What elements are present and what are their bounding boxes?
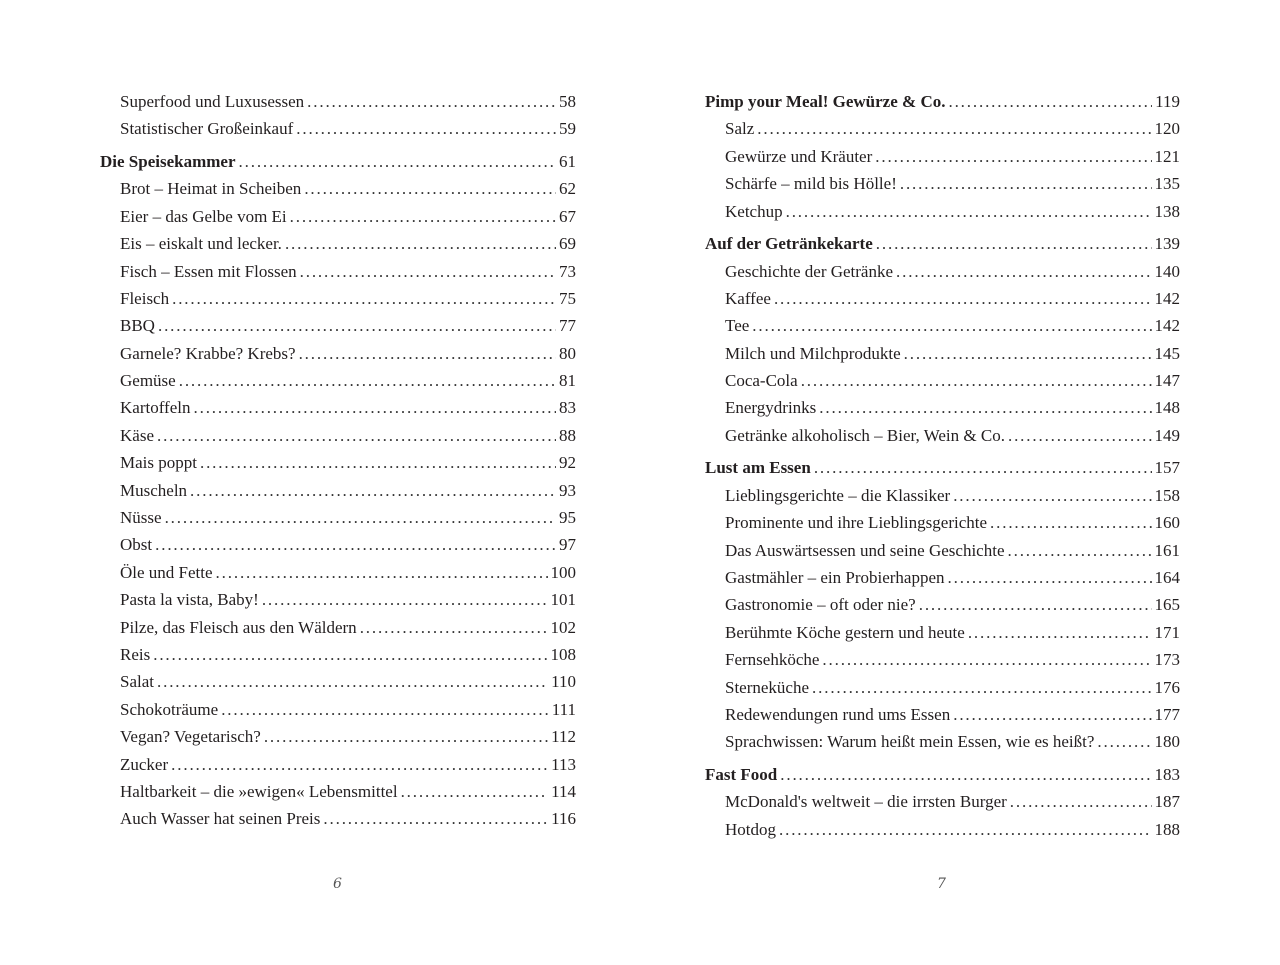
toc-entry-title: Kaffee bbox=[725, 288, 771, 308]
toc-entry-title: Salz bbox=[725, 119, 755, 139]
toc-entry-page-number: 140 bbox=[1154, 261, 1180, 281]
toc-entry[interactable] bbox=[100, 203, 576, 230]
toc-entry[interactable] bbox=[100, 230, 576, 257]
toc-entry-page-number: 92 bbox=[559, 453, 576, 473]
dot-leader bbox=[900, 170, 1152, 197]
toc-entry-title: Mais poppt bbox=[120, 453, 197, 473]
toc-entry-page-number: 145 bbox=[1154, 343, 1180, 363]
dot-leader bbox=[155, 531, 556, 558]
dot-leader bbox=[896, 258, 1151, 285]
toc-chapter-entry[interactable] bbox=[705, 454, 1180, 481]
toc-entry-title: Sterneküche bbox=[725, 677, 810, 697]
dot-leader bbox=[953, 482, 1151, 509]
toc-entry-title: Fast Food bbox=[705, 764, 778, 784]
toc-entry[interactable] bbox=[100, 614, 576, 641]
dot-leader bbox=[290, 203, 556, 230]
dot-leader bbox=[780, 761, 1151, 788]
toc-entry[interactable] bbox=[100, 88, 576, 115]
toc-entry-title: Milch und Milchprodukte bbox=[725, 343, 901, 363]
toc-entry[interactable] bbox=[100, 586, 576, 613]
dot-leader bbox=[239, 148, 556, 175]
toc-entry-title: Schärfe – mild bis Hölle! bbox=[725, 174, 897, 194]
toc-entry-page-number: 183 bbox=[1154, 764, 1180, 784]
dot-leader bbox=[757, 115, 1151, 142]
dot-leader bbox=[171, 751, 548, 778]
page-number-left: 6 bbox=[333, 876, 342, 892]
toc-entry-page-number: 108 bbox=[550, 645, 576, 664]
toc-entry-page-number: 160 bbox=[1154, 513, 1180, 533]
toc-entry[interactable] bbox=[705, 482, 1180, 509]
toc-entry[interactable] bbox=[705, 422, 1180, 449]
dot-leader bbox=[814, 454, 1152, 481]
dot-leader bbox=[307, 88, 556, 115]
toc-entry-page-number: 69 bbox=[559, 234, 576, 254]
toc-entry-page-number: 102 bbox=[550, 617, 576, 637]
toc-entry-page-number: 116 bbox=[551, 809, 576, 829]
toc-entry-page-number: 88 bbox=[559, 425, 576, 445]
toc-entry[interactable] bbox=[705, 619, 1180, 646]
dot-leader bbox=[990, 509, 1151, 536]
toc-entry-title: Reis bbox=[120, 645, 151, 664]
toc-entry-page-number: 142 bbox=[1154, 288, 1180, 308]
toc-entry[interactable] bbox=[100, 696, 576, 723]
toc-entry-title: Gemüse bbox=[120, 371, 176, 391]
table-of-contents-right bbox=[705, 88, 1180, 843]
toc-entry-page-number: 177 bbox=[1154, 704, 1180, 724]
toc-entry-title: Vegan? Vegetarisch? bbox=[120, 727, 261, 747]
dot-leader bbox=[299, 340, 556, 367]
toc-entry[interactable] bbox=[705, 537, 1180, 564]
toc-entry[interactable] bbox=[100, 805, 576, 832]
toc-entry-page-number: 73 bbox=[559, 261, 576, 281]
toc-entry[interactable] bbox=[100, 559, 576, 586]
dot-leader bbox=[158, 312, 556, 339]
dot-leader bbox=[179, 367, 556, 394]
toc-entry-page-number: 67 bbox=[559, 206, 576, 226]
dot-leader bbox=[876, 230, 1152, 257]
toc-entry-title: Statistischer Großeinkauf bbox=[120, 119, 294, 139]
dot-leader bbox=[153, 641, 547, 668]
dot-leader bbox=[1008, 422, 1152, 449]
toc-entry[interactable] bbox=[100, 422, 576, 449]
toc-entry-title: Obst bbox=[120, 535, 153, 555]
toc-entry-title: Tee bbox=[725, 316, 750, 336]
toc-entry[interactable] bbox=[100, 477, 576, 504]
dot-leader bbox=[774, 285, 1152, 312]
dot-leader bbox=[1010, 788, 1152, 815]
toc-entry[interactable] bbox=[100, 175, 576, 202]
toc-entry-page-number: 75 bbox=[559, 288, 576, 308]
toc-entry-page-number: 173 bbox=[1154, 650, 1180, 670]
toc-entry[interactable] bbox=[705, 258, 1180, 285]
toc-entry-title: Coca-Cola bbox=[725, 371, 798, 391]
toc-entry-title: Haltbarkeit – die »ewigen« Lebensmittel bbox=[120, 781, 398, 801]
toc-entry[interactable] bbox=[705, 143, 1180, 170]
toc-entry-page-number: 101 bbox=[550, 590, 576, 610]
toc-entry[interactable] bbox=[705, 312, 1180, 339]
toc-entry[interactable] bbox=[705, 394, 1180, 421]
toc-entry[interactable] bbox=[100, 641, 576, 668]
toc-entry[interactable] bbox=[100, 531, 576, 558]
dot-leader bbox=[300, 258, 556, 285]
toc-entry[interactable] bbox=[705, 340, 1180, 367]
toc-entry-page-number: 61 bbox=[559, 151, 576, 171]
dot-leader bbox=[216, 559, 548, 586]
dot-leader bbox=[779, 816, 1152, 843]
toc-entry-page-number: 157 bbox=[1154, 458, 1180, 478]
toc-entry-page-number: 161 bbox=[1154, 540, 1180, 560]
dot-leader bbox=[194, 394, 557, 421]
dot-leader bbox=[822, 646, 1151, 673]
toc-entry[interactable] bbox=[100, 723, 576, 750]
dot-leader bbox=[1008, 537, 1152, 564]
toc-entry[interactable] bbox=[705, 509, 1180, 536]
dot-leader bbox=[157, 668, 548, 695]
toc-entry-title: Gewürze und Kräuter bbox=[725, 146, 873, 166]
toc-entry-title: McDonald's weltweit – die irrsten Burger bbox=[725, 792, 1007, 812]
toc-entry[interactable] bbox=[705, 564, 1180, 591]
toc-entry-page-number: 113 bbox=[551, 754, 576, 774]
toc-entry-title: Redewendungen rund ums Essen bbox=[725, 704, 951, 724]
toc-entry-title: Auch Wasser hat seinen Preis bbox=[120, 809, 321, 829]
dot-leader bbox=[948, 88, 1152, 115]
toc-entry-title: Eis – eiskalt und lecker. bbox=[120, 234, 282, 254]
toc-entry-page-number: 147 bbox=[1154, 371, 1180, 391]
dot-leader bbox=[200, 449, 556, 476]
toc-entry[interactable] bbox=[705, 674, 1180, 701]
toc-entry[interactable] bbox=[705, 367, 1180, 394]
toc-entry-title: Superfood und Luxusessen bbox=[120, 92, 305, 111]
toc-entry-title: Pasta la vista, Baby! bbox=[120, 590, 259, 610]
toc-entry-page-number: 81 bbox=[559, 371, 576, 391]
toc-entry-page-number: 148 bbox=[1154, 398, 1180, 418]
toc-entry-title: Lust am Essen bbox=[705, 458, 811, 478]
toc-entry-title: Gastronomie – oft oder nie? bbox=[725, 595, 916, 615]
toc-entry-title: Schokoträume bbox=[120, 699, 219, 719]
dot-leader bbox=[190, 477, 556, 504]
toc-entry-page-number: 139 bbox=[1154, 234, 1180, 254]
toc-entry-title: Zucker bbox=[120, 754, 169, 774]
dot-leader bbox=[360, 614, 548, 641]
toc-chapter-entry[interactable] bbox=[100, 148, 576, 175]
toc-entry-page-number: 158 bbox=[1154, 485, 1180, 505]
toc-entry-title: Kartoffeln bbox=[120, 398, 191, 418]
toc-entry-title: Ketchup bbox=[725, 201, 783, 221]
toc-entry-page-number: 100 bbox=[550, 562, 576, 582]
toc-entry-title: Fisch – Essen mit Flossen bbox=[120, 261, 297, 281]
toc-entry-title: Käse bbox=[120, 425, 154, 445]
toc-entry-page-number: 80 bbox=[559, 343, 576, 363]
dot-leader bbox=[296, 115, 556, 142]
toc-entry-page-number: 188 bbox=[1154, 819, 1180, 839]
toc-entry-page-number: 165 bbox=[1154, 595, 1180, 615]
toc-entry[interactable] bbox=[100, 394, 576, 421]
toc-entry-title: Hotdog bbox=[725, 819, 776, 839]
toc-entry-title: Energydrinks bbox=[725, 398, 817, 418]
toc-entry-page-number: 121 bbox=[1154, 146, 1180, 166]
dot-leader bbox=[819, 394, 1151, 421]
toc-entry-title: Brot – Heimat in Scheiben bbox=[120, 179, 302, 199]
toc-entry-page-number: 111 bbox=[551, 699, 576, 719]
dot-leader bbox=[264, 723, 548, 750]
toc-entry-title: Fernsehköche bbox=[725, 650, 820, 670]
toc-entry-page-number: 187 bbox=[1154, 792, 1180, 812]
toc-entry-page-number: 176 bbox=[1154, 677, 1180, 697]
toc-entry-title: Die Speisekammer bbox=[100, 151, 236, 171]
toc-entry-page-number: 142 bbox=[1154, 316, 1180, 336]
dot-leader bbox=[904, 340, 1152, 367]
toc-entry-title: Garnele? Krabbe? Krebs? bbox=[120, 343, 296, 363]
toc-entry-page-number: 58 bbox=[559, 92, 576, 111]
toc-entry-page-number: 97 bbox=[559, 535, 576, 555]
toc-entry[interactable] bbox=[705, 170, 1180, 197]
toc-entry-page-number: 59 bbox=[559, 119, 576, 139]
toc-entry-title: Sprachwissen: Warum heißt mein Essen, wie es heißt? bbox=[725, 732, 1095, 752]
toc-entry-page-number: 62 bbox=[559, 179, 576, 199]
dot-leader bbox=[875, 143, 1151, 170]
toc-entry[interactable] bbox=[705, 115, 1180, 142]
toc-entry[interactable] bbox=[100, 312, 576, 339]
toc-entry-page-number: 119 bbox=[1155, 92, 1180, 111]
toc-entry-page-number: 112 bbox=[551, 727, 576, 747]
dot-leader bbox=[221, 696, 549, 723]
toc-entry-title: Lieblingsgerichte – die Klassiker bbox=[725, 485, 951, 505]
toc-entry[interactable] bbox=[100, 449, 576, 476]
toc-chapter-entry[interactable] bbox=[705, 230, 1180, 257]
toc-entry-title: Auf der Getränkekarte bbox=[705, 234, 873, 254]
toc-entry-page-number: 180 bbox=[1154, 732, 1180, 752]
toc-entry[interactable] bbox=[100, 285, 576, 312]
toc-entry-page-number: 149 bbox=[1154, 425, 1180, 445]
dot-leader bbox=[1097, 728, 1151, 755]
toc-entry[interactable] bbox=[705, 701, 1180, 728]
dot-leader bbox=[801, 367, 1152, 394]
toc-entry[interactable] bbox=[705, 728, 1180, 755]
dot-leader bbox=[262, 586, 548, 613]
toc-entry-title: Eier – das Gelbe vom Ei bbox=[120, 206, 287, 226]
toc-entry[interactable] bbox=[100, 778, 576, 805]
toc-entry-title: Salat bbox=[120, 672, 154, 692]
dot-leader bbox=[165, 504, 556, 531]
toc-entry-title: Prominente und ihre Lieblingsgerichte bbox=[725, 513, 988, 533]
toc-entry-title: Öle und Fette bbox=[120, 562, 213, 582]
toc-entry-title: Fleisch bbox=[120, 288, 170, 308]
toc-entry-title: Pimp your Meal! Gewürze & Co. bbox=[705, 92, 946, 111]
dot-leader bbox=[752, 312, 1151, 339]
toc-entry[interactable] bbox=[705, 198, 1180, 225]
dot-leader bbox=[948, 564, 1152, 591]
toc-entry-title: Getränke alkoholisch – Bier, Wein & Co. bbox=[725, 425, 1005, 445]
toc-entry[interactable] bbox=[100, 258, 576, 285]
dot-leader bbox=[323, 805, 548, 832]
dot-leader bbox=[812, 674, 1151, 701]
toc-entry-page-number: 164 bbox=[1154, 568, 1180, 588]
toc-chapter-entry[interactable] bbox=[705, 88, 1180, 115]
dot-leader bbox=[968, 619, 1152, 646]
dot-leader bbox=[172, 285, 556, 312]
dot-leader bbox=[285, 230, 556, 257]
toc-entry[interactable] bbox=[705, 285, 1180, 312]
toc-entry[interactable] bbox=[100, 367, 576, 394]
dot-leader bbox=[953, 701, 1151, 728]
dot-leader bbox=[919, 591, 1152, 618]
toc-entry[interactable] bbox=[705, 816, 1180, 843]
toc-entry-title: Gastmähler – ein Probierhappen bbox=[725, 568, 945, 588]
dot-leader bbox=[786, 198, 1152, 225]
right-page bbox=[640, 0, 1280, 965]
dot-leader bbox=[304, 175, 556, 202]
toc-entry-title: Pilze, das Fleisch aus den Wäldern bbox=[120, 617, 357, 637]
toc-entry-page-number: 138 bbox=[1154, 201, 1180, 221]
toc-entry-page-number: 77 bbox=[559, 316, 576, 336]
toc-entry-page-number: 93 bbox=[559, 480, 576, 500]
toc-entry-title: Berühmte Köche gestern und heute bbox=[725, 622, 965, 642]
dot-leader bbox=[401, 778, 549, 805]
toc-entry-title: Das Auswärtsessen und seine Geschichte bbox=[725, 540, 1005, 560]
page-number-right: 7 bbox=[937, 876, 946, 892]
toc-entry[interactable] bbox=[100, 751, 576, 778]
toc-entry[interactable] bbox=[705, 591, 1180, 618]
toc-entry[interactable] bbox=[100, 668, 576, 695]
toc-entry-page-number: 114 bbox=[551, 781, 576, 801]
toc-entry-page-number: 135 bbox=[1154, 174, 1180, 194]
toc-entry-page-number: 120 bbox=[1154, 119, 1180, 139]
toc-entry[interactable] bbox=[100, 115, 576, 142]
toc-entry[interactable] bbox=[705, 646, 1180, 673]
dot-leader bbox=[157, 422, 556, 449]
toc-entry[interactable] bbox=[100, 340, 576, 367]
table-of-contents-left bbox=[100, 88, 576, 833]
toc-entry-page-number: 171 bbox=[1154, 622, 1180, 642]
toc-entry[interactable] bbox=[100, 504, 576, 531]
toc-entry-title: Geschichte der Getränke bbox=[725, 261, 894, 281]
toc-entry[interactable] bbox=[705, 788, 1180, 815]
toc-entry-page-number: 83 bbox=[559, 398, 576, 418]
toc-entry-title: Nüsse bbox=[120, 508, 162, 528]
toc-entry-page-number: 95 bbox=[559, 508, 576, 528]
toc-entry-page-number: 110 bbox=[551, 672, 576, 692]
toc-entry-title: Muscheln bbox=[120, 480, 188, 500]
toc-chapter-entry[interactable] bbox=[705, 761, 1180, 788]
toc-entry-title: BBQ bbox=[120, 316, 155, 336]
